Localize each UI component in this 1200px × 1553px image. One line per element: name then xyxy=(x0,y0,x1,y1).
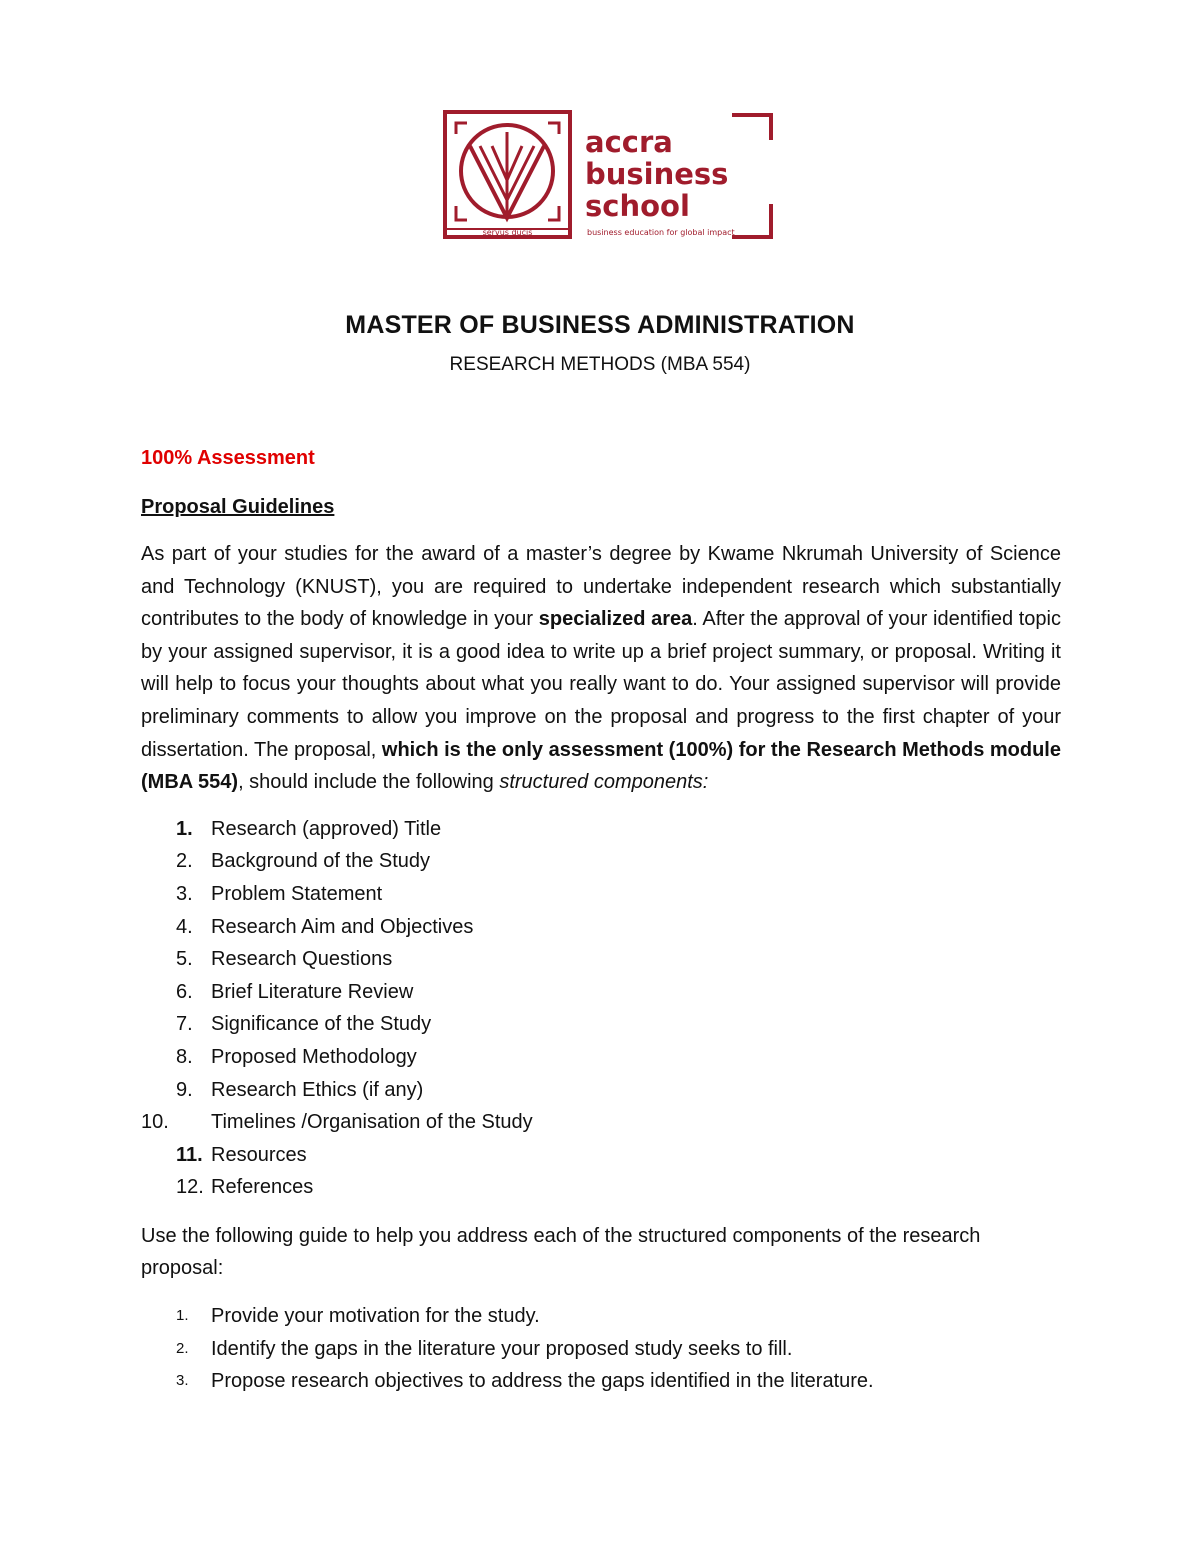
list-item-number: 8. xyxy=(176,1045,193,1068)
list-item xyxy=(141,1074,1061,1107)
list-item-number: 2. xyxy=(176,850,193,873)
guide-list xyxy=(141,1300,1061,1398)
list-item-label: Timelines /Organisation of the Study xyxy=(211,1111,533,1134)
list-item-number: 1. xyxy=(176,1307,189,1325)
list-item xyxy=(141,1171,1061,1204)
list-item-number: 3. xyxy=(176,882,193,905)
list-item xyxy=(141,878,1061,911)
logo-motto: servus ducis xyxy=(482,228,533,237)
list-item xyxy=(141,1300,1061,1333)
logo-name-line2: business xyxy=(585,157,729,191)
list-item-number: 6. xyxy=(176,980,193,1003)
list-item xyxy=(141,813,1061,846)
list-item-number: 3. xyxy=(176,1372,189,1390)
list-item xyxy=(141,1008,1061,1041)
components-list xyxy=(141,813,1061,1204)
list-item xyxy=(141,1106,1061,1139)
intro-paragraph xyxy=(141,538,1061,799)
intro-text-2: . After the approval of your identified topic by your assigned supervisor, it is a good idea to write up a brief project summary, or proposal. Writing it will help to focus your thoughts about what you really want to do. Your assigned supervisor will provide preliminary comments to allow you improve on the proposal and progress to the first chapter of your dissertation. The proposal, xyxy=(141,608,1061,761)
intro-bold-1: specialized area xyxy=(538,608,693,631)
list-item-label: Research (approved) Title xyxy=(211,817,442,840)
list-item-number: 7. xyxy=(176,1013,193,1036)
intro-italic: structured components: xyxy=(499,771,709,794)
guide-intro: Use the following guide to help you address each of the structured components of the research proposal: xyxy=(141,1224,981,1280)
list-item xyxy=(141,1139,1061,1172)
logo-tagline: business education for global impact xyxy=(587,228,735,237)
list-item xyxy=(141,976,1061,1009)
list-item xyxy=(141,1365,1061,1398)
document-body xyxy=(141,444,1061,1398)
list-item-label: Background of the Study xyxy=(211,850,431,873)
list-item-label: Brief Literature Review xyxy=(211,980,414,1003)
list-item-number: 12. xyxy=(176,1176,204,1199)
list-item-number: 4. xyxy=(176,915,193,938)
document-subtitle: RESEARCH METHODS (MBA 554) xyxy=(449,354,751,375)
list-item-number: 1. xyxy=(176,817,193,840)
logo-name-line1: accra xyxy=(585,125,673,159)
list-item xyxy=(141,943,1061,976)
list-item-label: Research Questions xyxy=(211,948,393,971)
list-item-label: Provide your motivation for the study. xyxy=(211,1305,540,1328)
list-item-label: Significance of the Study xyxy=(211,1013,432,1036)
list-item-label: Proposed Methodology xyxy=(211,1045,417,1068)
list-item-label: Identify the gaps in the literature your proposed study seeks to fill. xyxy=(211,1337,793,1360)
intro-text-3: , should include the following xyxy=(238,771,500,794)
list-item-number: 5. xyxy=(176,948,193,971)
list-item xyxy=(141,845,1061,878)
document-title: MASTER OF BUSINESS ADMINISTRATION xyxy=(345,311,855,339)
list-item-label: Propose research objectives to address the gaps identified in the literature. xyxy=(211,1370,874,1393)
section-heading: Proposal Guidelines xyxy=(141,496,335,518)
list-item-number: 11. xyxy=(176,1143,203,1166)
list-item xyxy=(141,911,1061,944)
list-item xyxy=(141,1333,1061,1366)
school-logo xyxy=(440,108,785,244)
list-item-label: Research Aim and Objectives xyxy=(211,915,474,938)
assessment-label: 100% Assessment xyxy=(141,447,315,469)
list-item-label: Research Ethics (if any) xyxy=(211,1078,424,1101)
list-item-label: Resources xyxy=(211,1143,307,1166)
list-item xyxy=(141,1041,1061,1074)
list-item-number: 10. xyxy=(141,1111,169,1134)
list-item-number: 2. xyxy=(176,1339,189,1357)
logo-name-line3: school xyxy=(585,189,690,223)
list-item-label: References xyxy=(211,1176,314,1199)
list-item-number: 9. xyxy=(176,1078,193,1101)
intro-text-1: As part of your studies for the award of a master’s degree by Kwame Nkrumah University of Science and Technology (KNUST), you are required to undertake independent research which substantially contributes to the body of knowledge in your xyxy=(141,543,1061,631)
intro-bold-2: which is the only assessment (100%) for the Research Methods module (MBA 554) xyxy=(141,738,1061,794)
list-item-label: Problem Statement xyxy=(211,882,383,905)
